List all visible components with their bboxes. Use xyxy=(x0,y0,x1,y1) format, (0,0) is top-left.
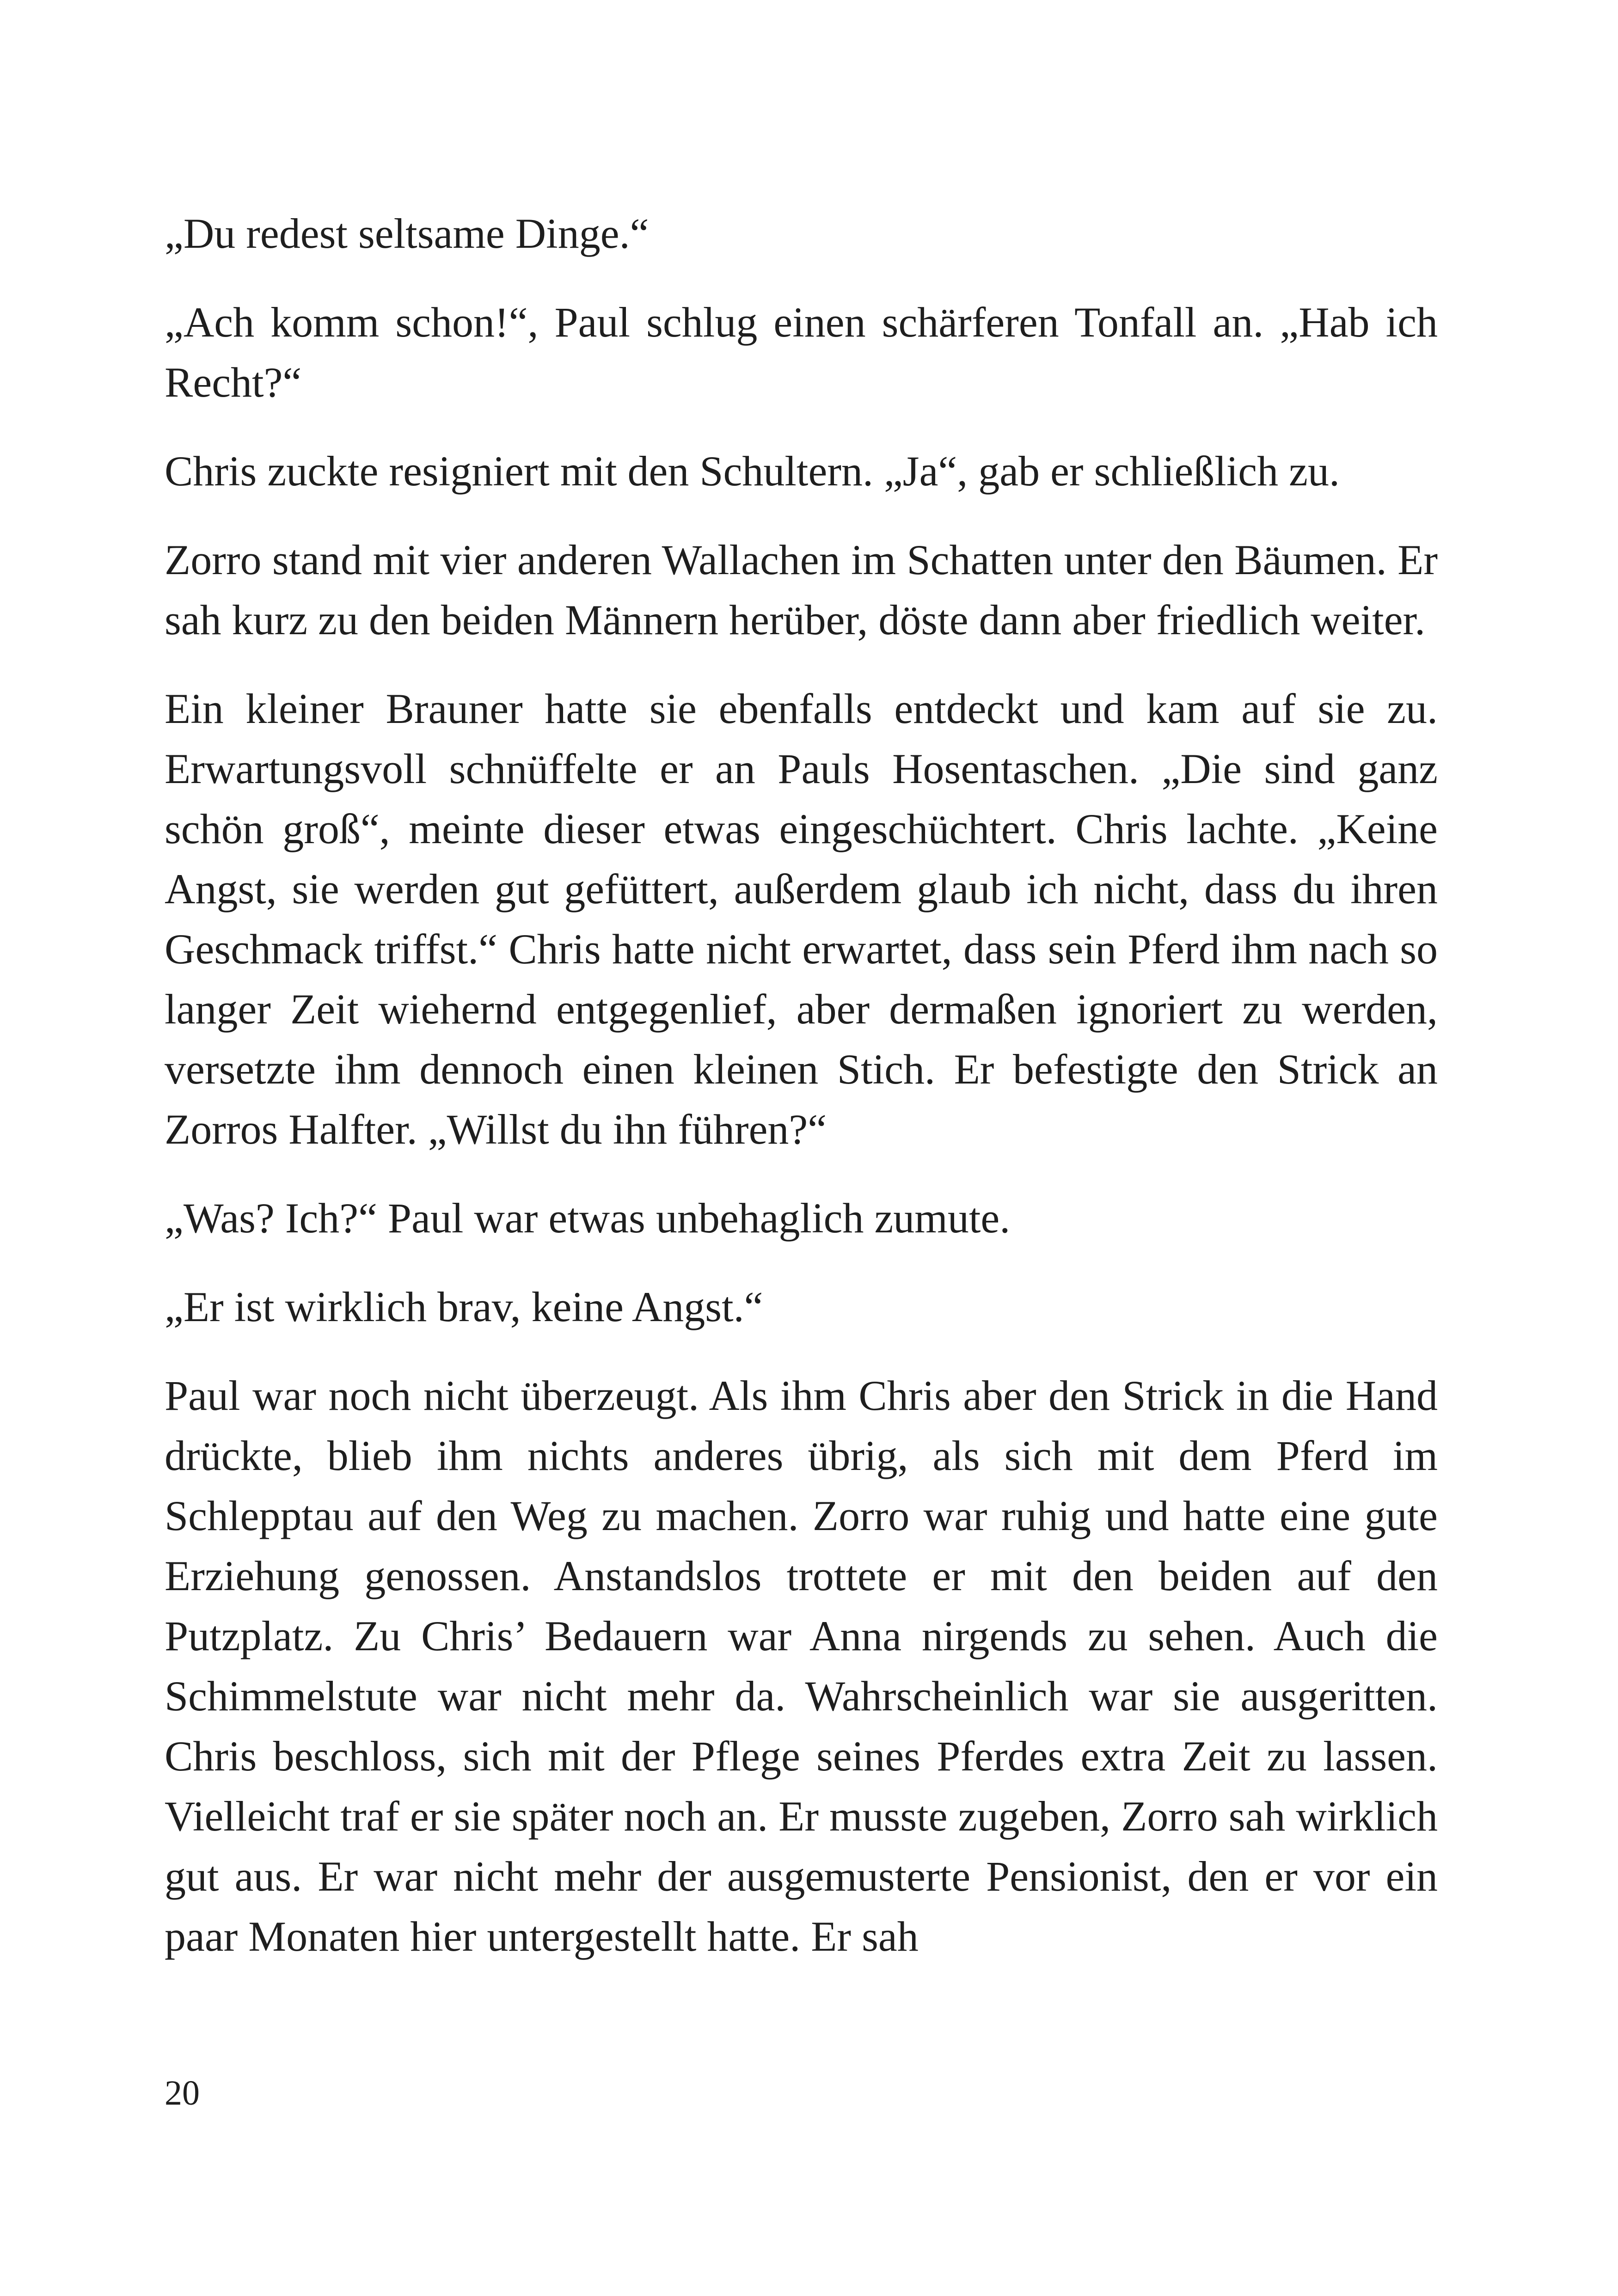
body-text xyxy=(165,203,1438,1966)
paragraph-2: „Ach komm schon!“, Paul schlug einen schärferen Tonfall an. „Hab ich Recht?“ xyxy=(165,299,1438,406)
paragraph-1: „Du redest seltsame Dinge.“ xyxy=(165,210,649,257)
paragraph-4: Zorro stand mit vier anderen Wallachen im Schatten unter den Bäumen. Er sah kurz zu den beiden Männern herüber, döste dann aber friedlich weiter. xyxy=(165,536,1438,643)
paragraph-6: „Was? Ich?“ Paul war etwas unbehaglich zumute. xyxy=(165,1194,1011,1242)
page-number: 20 xyxy=(165,2074,200,2112)
paragraph-8: Paul war noch nicht überzeugt. Als ihm Chris aber den Strick in die Hand drückte, blieb ihm nichts anderes übrig, als sich mit dem Pferd im Schlepptau auf den Weg zu machen. Zorro war ruhig und hatte eine gute Erziehung genossen. Anstandslos trottete er mit den beiden auf den Putzplatz. Zu Chris’ Bedauern war Anna nirgends zu sehen. Auch die Schimmelstute war nicht mehr da. Wahrscheinlich war sie ausgeritten. Chris beschloss, sich mit der Pflege seines Pferdes extra Zeit zu lassen. Vielleicht traf er sie später noch an. Er musste zugeben, Zorro sah wirklich gut aus. Er war nicht mehr der ausgemusterte Pensionist, den er vor ein paar Monaten hier untergestellt hatte. Er sah xyxy=(165,1372,1438,1960)
paragraph-7: „Er ist wirklich brav, keine Angst.“ xyxy=(165,1283,763,1330)
paragraph-5: Ein kleiner Brauner hatte sie ebenfalls entdeckt und kam auf sie zu. Erwartungsvoll schnüffelte er an Pauls Hosentaschen. „Die sind ganz schön groß“, meinte dieser etwas eingeschüchtert. Chris lachte. „Keine Angst, sie werden gut gefüttert, außerdem glaub ich nicht, dass du ihren Geschmack triffst.“ Chris hatte nicht erwartet, dass sein Pferd ihm nach so langer Zeit wiehernd entgegenlief, aber dermaßen ignoriert zu werden, versetzte ihm dennoch einen kleinen Stich. Er befestigte den Strick an Zorros Halfter. „Willst du ihn führen?“ xyxy=(165,685,1438,1153)
paragraph-3: Chris zuckte resigniert mit den Schultern. „Ja“, gab er schließlich zu. xyxy=(165,447,1340,495)
